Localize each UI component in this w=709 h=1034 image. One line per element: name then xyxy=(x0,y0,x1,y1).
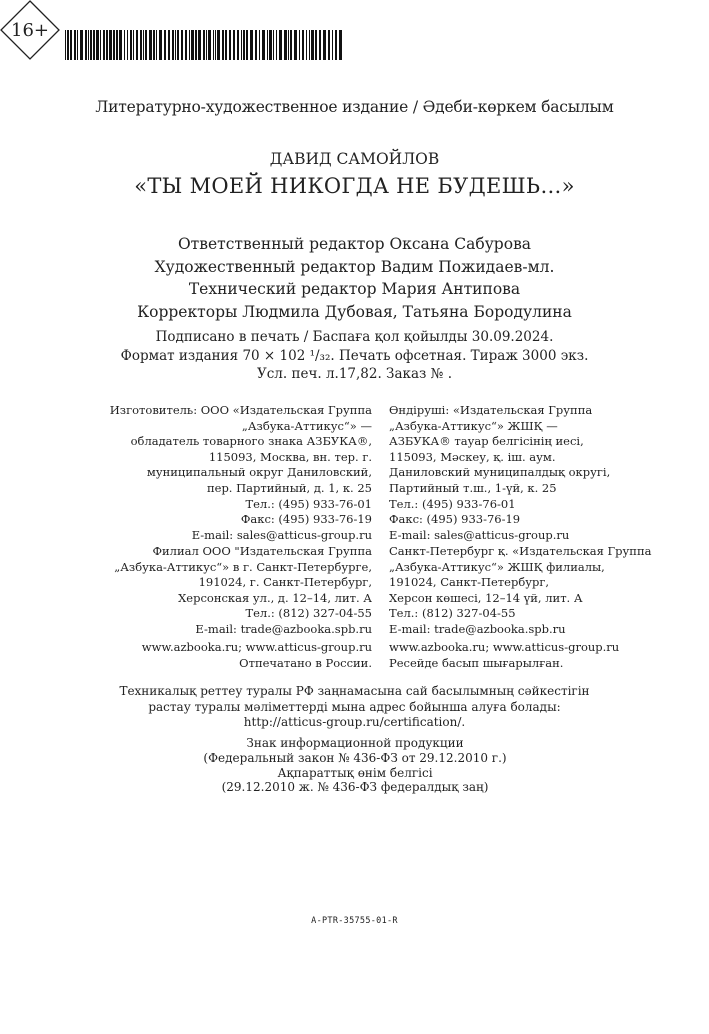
manufacturer-ru-line: 115093, Москва, вн. тер. г. xyxy=(208,449,372,464)
barcode-bar xyxy=(309,30,310,60)
barcode-bar xyxy=(88,30,89,60)
barcode-bar xyxy=(213,30,214,60)
branch-ru-line: 191024, г. Санкт-Петербург, xyxy=(198,575,372,590)
barcode-bar xyxy=(294,30,297,60)
barcode-bar xyxy=(250,30,253,60)
barcode-bar xyxy=(319,30,321,60)
barcode-bar xyxy=(181,30,183,60)
barcode-bar xyxy=(185,30,187,60)
barcode-bar xyxy=(159,30,162,60)
credit-line: Художественный редактор Вадим Пожидаев-мл. xyxy=(154,257,555,276)
manufacturer-kz xyxy=(389,403,610,543)
barcode-bar xyxy=(116,30,118,60)
barcode-bar xyxy=(198,30,201,60)
barcode-bar xyxy=(288,30,289,60)
barcode-bar xyxy=(145,30,147,60)
print-info-line: Усл. печ. л.17,82. Заказ № . xyxy=(256,366,453,382)
barcode-bar xyxy=(279,30,282,60)
manufacturer-kz-line: Өндіруші: «Издательская Группа xyxy=(389,403,593,417)
barcode-bar xyxy=(229,30,231,60)
branch-ru-line: Тел.: (812) 327-04-55 xyxy=(245,606,372,621)
web-kz xyxy=(389,640,619,671)
branch-kz-line: Херсон көшесі, 12–14 үй, лит. А xyxy=(389,590,583,605)
barcode-bar xyxy=(143,30,144,60)
barcode-bar xyxy=(306,30,307,60)
barcode-bar xyxy=(133,30,134,60)
barcode-bar xyxy=(290,30,292,60)
barcode-bar xyxy=(259,30,260,60)
credits-block xyxy=(0,233,709,323)
barcode-bar xyxy=(323,30,326,60)
book-title: «ТЫ МОЕЙ НИКОГДА НЕ БУДЕШЬ…» xyxy=(134,174,575,198)
branch-ru-line: E-mail: trade@azbooka.spb.ru xyxy=(195,621,372,636)
manufacturer-kz-line: „Азбука-Аттикус“» ЖШҚ — xyxy=(389,418,558,433)
info-sign-line: (Федеральный закон № 436-ФЗ от 29.12.2010 г.) xyxy=(203,750,507,765)
barcode-bar xyxy=(136,30,138,60)
branch-kz-line: Тел.: (812) 327-04-55 xyxy=(389,606,516,621)
info-sign-line: Ақпараттық өнім белгісі xyxy=(277,765,433,780)
branch-ru xyxy=(114,544,372,638)
barcode-bar xyxy=(175,30,176,60)
age-rating-text: 16+ xyxy=(11,20,49,41)
barcode-bar xyxy=(70,30,72,60)
barcode-bar xyxy=(93,30,95,60)
manufacturer-ru-line: муниципальный округ Даниловский, xyxy=(146,465,372,480)
branch-kz-line: E-mail: trade@azbooka.spb.ru xyxy=(389,621,566,636)
print-info-block xyxy=(0,328,709,384)
barcode xyxy=(65,30,343,60)
barcode-bar xyxy=(339,30,342,60)
print-info-line: Подписано в печать / Баспаға қол қойылды 30.09.2024. xyxy=(155,329,554,345)
barcode-bar xyxy=(96,30,99,60)
barcode-bar xyxy=(203,30,205,60)
barcode-bar xyxy=(273,30,274,60)
info-sign-block xyxy=(185,736,525,795)
barcode-bar xyxy=(195,30,197,60)
barcode-bar xyxy=(335,30,337,60)
certification-line: растау туралы мәліметтерді мына адрес бойынша алуға болады: xyxy=(148,699,561,714)
barcode-bar xyxy=(241,30,242,60)
credit-line: Корректоры Людмила Дубовая, Татьяна Бородулина xyxy=(137,302,572,321)
credit-line: Технический редактор Мария Антипова xyxy=(188,280,521,298)
barcode-bar xyxy=(233,30,235,60)
barcode-bar xyxy=(189,30,190,60)
barcode-bar xyxy=(267,30,268,60)
barcode-bar xyxy=(269,30,272,60)
barcode-bar xyxy=(172,30,174,60)
barcode-bar xyxy=(315,30,317,60)
barcode-bar xyxy=(168,30,170,60)
branch-ru-line: Херсонская ул., д. 12–14, лит. А xyxy=(178,590,372,605)
web-kz-line: Ресейде басып шығарылған. xyxy=(389,655,564,670)
branch-kz xyxy=(389,544,651,638)
barcode-bar xyxy=(311,30,314,60)
barcode-bar xyxy=(65,30,66,60)
manufacturer-kz-line: Тел.: (495) 933-76-01 xyxy=(389,496,516,511)
barcode-bar xyxy=(140,30,142,60)
barcode-bar xyxy=(164,30,166,60)
barcode-bar xyxy=(153,30,155,60)
barcode-bar xyxy=(149,30,152,60)
branch-kz-line: „Азбука-Аттикус“» ЖШҚ филиалы, xyxy=(389,559,605,574)
manufacturer-kz-line: Партийный т.ш., 1-үй, к. 25 xyxy=(389,480,557,495)
manufacturer-kz-line: АЗБУКА® тауар белгісінің иесі, xyxy=(389,434,584,449)
barcode-bar xyxy=(127,30,128,60)
barcode-bar xyxy=(246,30,248,60)
manufacturer-ru-line: Изготовитель: ООО «Издательская Группа xyxy=(109,403,372,417)
barcode-bar xyxy=(243,30,245,60)
barcode-bar xyxy=(103,30,105,60)
barcode-bar xyxy=(217,30,220,60)
barcode-bar xyxy=(90,30,92,60)
barcode-bar xyxy=(222,30,224,60)
info-sign-line: (29.12.2010 ж. № 436-ФЗ федералдық заң) xyxy=(221,780,489,795)
manufacturer-kz-line: Даниловский муниципалдық округі, xyxy=(389,465,611,480)
web-ru-line: www.azbooka.ru; www.atticus-group.ru xyxy=(141,640,372,654)
branch-ru-line: Филиал ООО "Издательская Группа xyxy=(152,544,372,558)
barcode-bar xyxy=(106,30,108,60)
barcode-bar xyxy=(284,30,287,60)
barcode-bar xyxy=(67,30,69,60)
author-name: ДАВИД САМОЙЛОВ xyxy=(269,150,440,168)
manufacturer-ru-line: пер. Партийный, д. 1, к. 25 xyxy=(206,480,372,495)
barcode-caption: A-PTR-35755-01-R xyxy=(311,916,398,926)
manufacturer-kz-line: E-mail: sales@atticus-group.ru xyxy=(389,527,570,542)
branch-kz-line: 191024, Санкт-Петербург, xyxy=(389,575,550,590)
print-info-line: Формат издания 70 × 102 ¹/₃₂. Печать офсетная. Тираж 3000 экз. xyxy=(120,347,589,364)
certification-block xyxy=(0,684,709,731)
barcode-bar xyxy=(77,30,78,60)
manufacturer-ru-line: обладатель товарного знака АЗБУКА®, xyxy=(130,434,372,449)
barcode-bar xyxy=(328,30,330,60)
barcode-bar xyxy=(215,30,216,60)
barcode-bar xyxy=(206,30,207,60)
info-sign-line: Знак информационной продукции xyxy=(246,736,464,750)
barcode-bar xyxy=(299,30,300,60)
barcode-bar xyxy=(276,30,277,60)
barcode-bar xyxy=(237,30,239,60)
web-ru-line: Отпечатано в России. xyxy=(239,655,372,670)
manufacturer-kz-line: Факс: (495) 933-76-19 xyxy=(389,512,521,527)
credit-line: Ответственный редактор Оксана Сабурова xyxy=(177,235,532,253)
barcode-bar xyxy=(225,30,227,60)
barcode-bar xyxy=(113,30,115,60)
barcode-bar xyxy=(302,30,304,60)
manufacturer-ru-line: Тел.: (495) 933-76-01 xyxy=(245,496,372,511)
edition-type: Литературно-художественное издание / Әдеби-көркем басылым xyxy=(95,98,614,116)
barcode-bar xyxy=(262,30,265,60)
barcode-bar xyxy=(156,30,157,60)
barcode-bar xyxy=(85,30,87,60)
certification-line: http://atticus-group.ru/certification/. xyxy=(243,715,466,730)
web-kz-line: www.azbooka.ru; www.atticus-group.ru xyxy=(389,640,620,654)
manufacturer-ru xyxy=(110,403,372,543)
barcode-bar xyxy=(124,30,125,60)
barcode-bar xyxy=(255,30,257,60)
certification-line: Техникалық реттеу туралы РФ заңнамасына сай басылымның сәйкестігін xyxy=(119,684,590,698)
barcode-bar xyxy=(100,30,101,60)
barcode-bar xyxy=(177,30,179,60)
manufacturer-ru-line: Факс: (495) 933-76-19 xyxy=(240,512,372,527)
barcode-bar xyxy=(130,30,132,60)
manufacturer-kz-line: 115093, Мәскеу, қ. іш. аум. xyxy=(389,449,556,464)
branch-kz-line: Санкт-Петербург қ. «Издательская Группа xyxy=(389,544,652,558)
barcode-bar xyxy=(332,30,333,60)
barcode-bar xyxy=(74,30,76,60)
barcode-bar xyxy=(119,30,122,60)
web-ru xyxy=(142,640,372,671)
manufacturer-ru-line: „Азбука-Аттикус“» — xyxy=(241,418,372,433)
barcode-bar xyxy=(80,30,83,60)
barcode-bar xyxy=(191,30,194,60)
manufacturer-ru-line: E-mail: sales@atticus-group.ru xyxy=(191,527,372,542)
barcode-bar xyxy=(208,30,211,60)
age-rating-badge xyxy=(0,0,60,60)
barcode-bar xyxy=(109,30,112,60)
branch-ru-line: „Азбука-Аттикус“» в г. Санкт-Петербурге, xyxy=(114,559,372,574)
